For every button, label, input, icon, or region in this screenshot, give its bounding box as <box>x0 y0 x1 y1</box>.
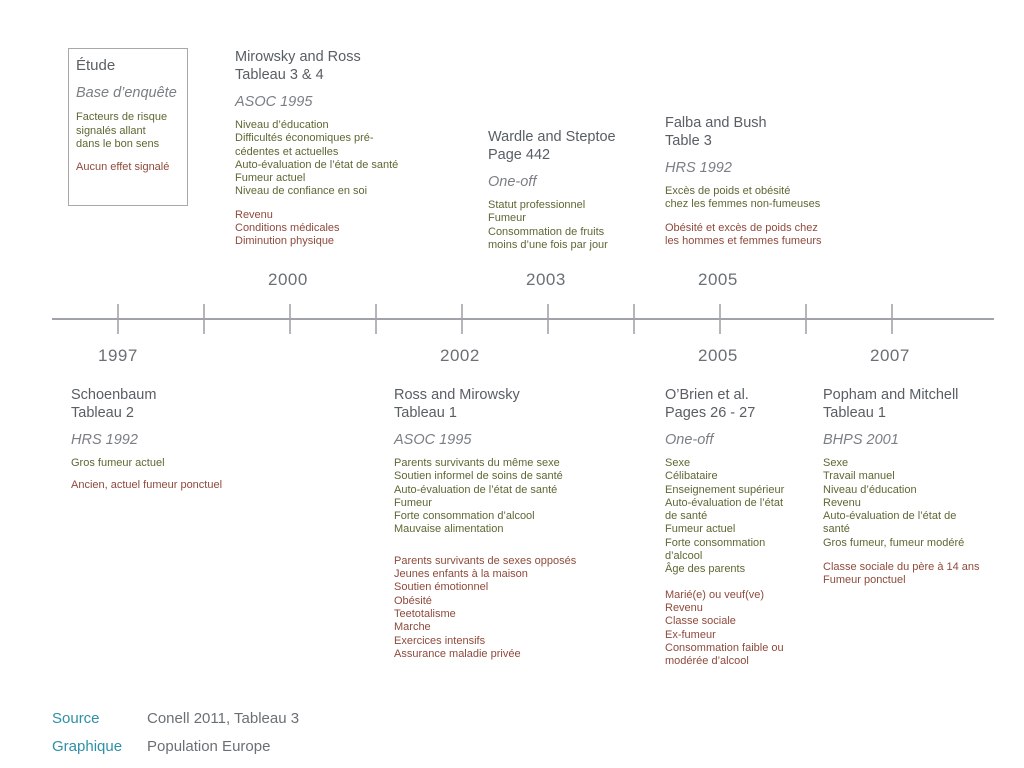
year-label-bottom: 2005 <box>698 346 738 365</box>
factor-item: Fumeur actuel <box>235 172 306 185</box>
factor-item: Mauvaise alimentation <box>394 523 504 536</box>
study-survey: One-off <box>665 432 714 448</box>
study-table: Tableau 1 <box>823 405 886 421</box>
graphic-label: Graphique <box>52 738 123 755</box>
factor-item: Ex-fumeur <box>665 628 716 641</box>
year-label-top: 2005 <box>698 270 738 289</box>
factor-item: chez les femmes non-fumeuses <box>665 198 821 211</box>
factor-item: Statut professionnel <box>488 199 586 211</box>
legend-negative-line: Aucun effet signalé <box>76 160 170 173</box>
study-negative-list <box>665 222 850 249</box>
factor-item: Forte consommation d’alcool <box>394 510 535 523</box>
factor-item: Gros fumeur, fumeur modéré <box>823 536 965 549</box>
source-value: Conell 2011, Tableau 3 <box>147 710 300 727</box>
study-survey: ASOC 1995 <box>394 432 472 448</box>
year-label-top: 2003 <box>526 270 566 289</box>
study-popham-mitchell <box>823 386 1013 588</box>
factor-item: Assurance maladie privée <box>394 647 521 660</box>
study-positive-list <box>394 457 604 537</box>
study-obrien <box>665 386 815 668</box>
study-survey: BHPS 2001 <box>823 432 899 448</box>
study-negative-list <box>665 589 815 669</box>
factor-item: Teetotalisme <box>394 607 456 620</box>
legend-positive-line: Facteurs de risque <box>76 111 168 123</box>
factor-item: Conditions médicales <box>235 222 340 235</box>
study-wardle-steptoe <box>488 128 673 252</box>
study-falba-bush <box>665 114 850 248</box>
factor-item: cédentes et actuelles <box>235 145 339 158</box>
source-label: Source <box>52 710 100 727</box>
factor-item: Auto-évaluation de l’état <box>665 496 784 509</box>
factor-item: Travail manuel <box>823 470 895 483</box>
factor-item: modérée d’alcool <box>665 655 749 668</box>
study-positive-list <box>665 457 815 577</box>
study-negative-list <box>394 555 604 661</box>
factor-item: Obésité <box>394 594 432 607</box>
factor-item: Diminution physique <box>235 235 335 248</box>
factor-item: Jeunes enfants à la maison <box>394 568 528 581</box>
study-title: Ross and Mirowsky <box>394 387 520 403</box>
factor-item: Auto-évaluation de l’état de santé <box>235 158 399 171</box>
study-title: Mirowsky and Ross <box>235 49 361 65</box>
study-title: Wardle and Steptoe <box>488 129 616 145</box>
year-label-bottom: 1997 <box>98 346 138 365</box>
legend-positive-line: signalés allant <box>76 124 146 137</box>
study-title: Popham and Mitchell <box>823 387 959 403</box>
study-survey: HRS 1992 <box>71 432 138 448</box>
study-table: Pages 26 - 27 <box>665 405 756 421</box>
factor-item: Auto-évaluation de l’état de <box>823 510 957 523</box>
study-table: Page 442 <box>488 147 551 163</box>
factor-item: Difficultés économiques pré- <box>235 132 374 145</box>
factor-item: Consommation de fruits <box>488 225 605 238</box>
factor-item: Classe sociale du père à 14 ans <box>823 561 980 574</box>
legend-title: Étude <box>76 57 116 74</box>
study-negative-list <box>71 479 256 492</box>
study-survey: ASOC 1995 <box>235 94 313 110</box>
factor-item: Obésité et excès de poids chez <box>665 221 818 234</box>
factor-item: Soutien émotionnel <box>394 581 489 594</box>
factor-item: Fumeur <box>488 212 526 225</box>
factor-item: Sexe <box>665 457 691 469</box>
study-schoenbaum <box>71 386 256 493</box>
study-positive-list <box>488 199 673 252</box>
factor-item: Fumeur <box>394 496 432 509</box>
factor-item: Sexe <box>823 457 849 469</box>
study-title: Schoenbaum <box>71 387 157 403</box>
study-table: Tableau 3 & 4 <box>235 67 324 83</box>
factor-item: moins d’une fois par jour <box>488 238 608 251</box>
factor-item: Exercices intensifs <box>394 634 486 647</box>
factor-item: les hommes et femmes fumeurs <box>665 234 822 247</box>
year-label-bottom: 2007 <box>870 346 910 365</box>
factor-item: Fumeur ponctuel <box>823 574 906 587</box>
study-title: Falba and Bush <box>665 115 767 131</box>
factor-item: Gros fumeur actuel <box>71 457 165 469</box>
factor-item: Enseignement supérieur <box>665 483 785 496</box>
factor-item: Excès de poids et obésité <box>665 185 791 197</box>
study-negative-list <box>235 209 425 249</box>
legend-survey: Base d’enquête <box>76 85 177 101</box>
factor-item: Revenu <box>235 208 273 221</box>
study-table: Table 3 <box>665 133 712 149</box>
study-table: Tableau 1 <box>394 405 457 421</box>
factor-item: Soutien informel de soins de santé <box>394 470 563 483</box>
factor-item: Revenu <box>665 601 703 614</box>
graphic-value: Population Europe <box>147 738 271 755</box>
factor-item: de santé <box>665 510 708 523</box>
factor-item: Marié(e) ou veuf(ve) <box>665 588 765 601</box>
factor-item: Marche <box>394 621 431 634</box>
study-mirowsky-ross <box>235 48 425 249</box>
study-table: Tableau 2 <box>71 405 134 421</box>
study-title: O’Brien et al. <box>665 387 749 403</box>
study-ross-mirowsky <box>394 386 604 661</box>
factor-item: d’alcool <box>665 550 703 563</box>
study-positive-list <box>71 457 256 470</box>
year-label-bottom: 2002 <box>440 346 480 365</box>
study-positive-list <box>823 457 1013 550</box>
factor-item: Niveau d’éducation <box>235 119 329 131</box>
factor-item: Niveau d’éducation <box>823 483 917 496</box>
factor-item: Parents survivants de sexes opposés <box>394 554 577 567</box>
factor-item: Ancien, actuel fumeur ponctuel <box>71 479 223 492</box>
year-label-top: 2000 <box>268 270 308 289</box>
study-survey: One-off <box>488 174 537 190</box>
factor-item: Consommation faible ou <box>665 641 784 654</box>
factor-item: Fumeur actuel <box>665 523 736 536</box>
factor-item: Auto-évaluation de l’état de santé <box>394 483 558 496</box>
factor-item: Niveau de confiance en soi <box>235 185 368 198</box>
factor-item: Âge des parents <box>665 563 746 576</box>
legend-positive-line: dans le bon sens <box>76 138 160 150</box>
study-negative-list <box>823 561 1013 588</box>
factor-item: Revenu <box>823 496 861 509</box>
study-survey: HRS 1992 <box>665 160 732 176</box>
study-positive-list <box>665 185 850 212</box>
study-positive-list <box>235 119 425 199</box>
factor-item: Parents survivants du même sexe <box>394 457 560 469</box>
factor-item: Célibataire <box>665 470 718 483</box>
factor-item: Classe sociale <box>665 615 736 628</box>
factor-item: Forte consommation <box>665 536 766 549</box>
factor-item: santé <box>823 523 850 536</box>
